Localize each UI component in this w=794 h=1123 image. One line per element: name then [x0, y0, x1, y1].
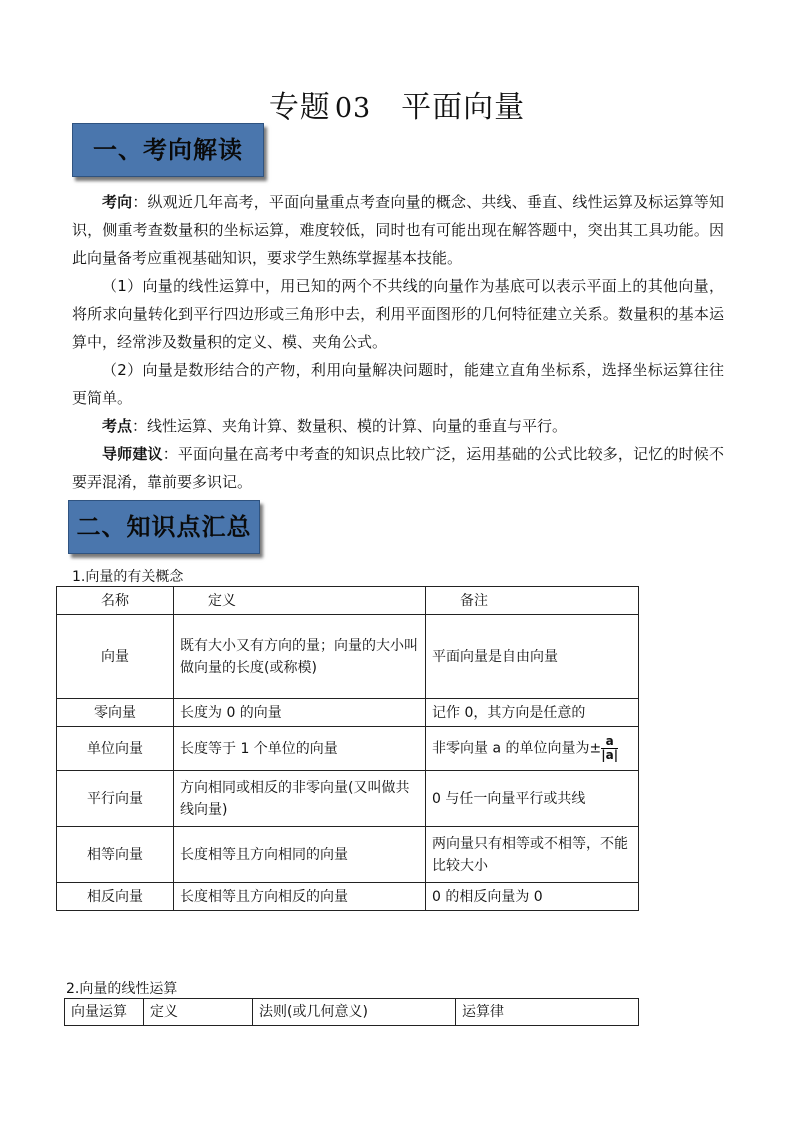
- row-definition: 长度等于 1 个单位的向量: [174, 727, 426, 771]
- label-exam-points: 考点: [102, 417, 133, 435]
- section-banner-exam-direction: 一、考向解读: [72, 123, 264, 177]
- row-remarks: 0 的相反向量为 0: [426, 883, 639, 911]
- header-operation: 向量运算: [65, 999, 144, 1026]
- paragraph-exam-direction: [72, 188, 724, 272]
- label-tutor-advice: 导师建议: [102, 445, 163, 463]
- section-heading-vector-concepts: 1.向量的有关概念: [72, 569, 184, 585]
- fraction-denominator: |a|: [601, 748, 619, 762]
- row-remarks: [426, 727, 639, 771]
- row-name: 零向量: [57, 699, 174, 727]
- section-heading-linear-operations: 2.向量的线性运算: [66, 981, 178, 997]
- paragraph-tutor-advice: [72, 440, 724, 496]
- label-exam-direction: 考向: [102, 193, 133, 211]
- header-remarks: 备注: [426, 587, 639, 615]
- section-banner-knowledge-summary: 二、知识点汇总: [68, 500, 260, 554]
- unit-vector-remark-text: 非零向量 a 的单位向量为±: [432, 740, 602, 757]
- text-exam-direction: ：纵观近几年高考，平面向量重点考查向量的概念、共线、垂直、线性运算及标运算等知识，侧重考查数量积的坐标运算，难度较低，同时也有可能出现在解答题中，突出其工具功能。因此向量备考应重视基础知识，要求学生熟练掌握基本技能。: [72, 193, 724, 267]
- row-remarks: 两向量只有相等或不相等，不能比较大小: [426, 827, 639, 883]
- row-name: 向量: [57, 615, 174, 699]
- paragraph-point-2: （2）向量是数形结合的产物，利用向量解决问题时，能建立直角坐标系，选择坐标运算往往更简单。: [72, 361, 724, 407]
- row-remarks: 平面向量是自由向量: [426, 615, 639, 699]
- header-rule: 法则(或几何意义): [253, 999, 456, 1026]
- page-title: [0, 82, 794, 126]
- text-tutor-advice: ：平面向量在高考中考查的知识点比较广泛，运用基础的公式比较多，记忆的时候不要弄混淆，靠前要多识记。: [72, 445, 724, 491]
- row-definition: 既有大小又有方向的量；向量的大小叫做向量的长度(或称模): [174, 615, 426, 699]
- header-laws: 运算律: [456, 999, 639, 1026]
- unit-vector-fraction: [601, 735, 618, 762]
- paragraph-point-1: （1）向量的线性运算中，用已知的两个不共线的向量作为基底可以表示平面上的其他向量，将所求向量转化到平行四边形或三角形中去，利用平面图形的几何特征建立关系。数量积的基本运算中，经常涉及数量积的定义、模、夹角公式。: [72, 277, 724, 351]
- row-remarks: 0 与任一向量平行或共线: [426, 771, 639, 827]
- title-prefix: 专题: [268, 90, 331, 125]
- row-remarks: 记作 0，其方向是任意的: [426, 699, 639, 727]
- row-definition: 长度相等且方向相同的向量: [174, 827, 426, 883]
- header-definition: 定义: [144, 999, 253, 1026]
- table-row: [57, 727, 639, 771]
- table-row: [57, 883, 639, 911]
- table-row: [57, 699, 639, 727]
- row-name: 平行向量: [57, 771, 174, 827]
- row-definition: 长度相等且方向相反的向量: [174, 883, 426, 911]
- table-header-row: [65, 999, 639, 1026]
- fraction-numerator: a: [601, 735, 618, 749]
- row-definition: 方向相同或相反的非零向量(又叫做共线向量): [174, 771, 426, 827]
- linear-operations-table: [64, 998, 639, 1026]
- header-name: 名称: [57, 587, 174, 615]
- row-name: 相等向量: [57, 827, 174, 883]
- vector-concepts-table: [56, 586, 639, 911]
- row-name: 单位向量: [57, 727, 174, 771]
- paragraph-exam-points: [72, 412, 724, 440]
- table-header-row: [57, 587, 639, 615]
- header-definition: 定义: [174, 587, 426, 615]
- row-definition: 长度为 0 的向量: [174, 699, 426, 727]
- table-row: [57, 615, 639, 699]
- table-row: [57, 771, 639, 827]
- title-number: 03: [334, 93, 372, 124]
- table-row: [57, 827, 639, 883]
- row-name: 相反向量: [57, 883, 174, 911]
- text-exam-points: ：线性运算、夹角计算、数量积、模的计算、向量的垂直与平行。: [132, 417, 568, 435]
- title-text: 平面向量: [401, 90, 526, 125]
